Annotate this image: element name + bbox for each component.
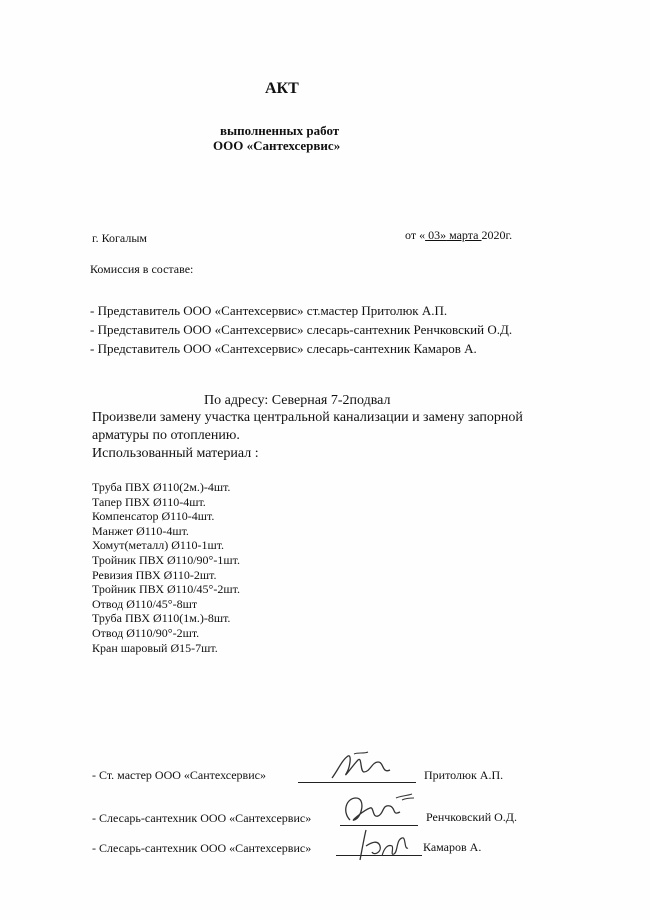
material-item: Тройник ПВХ Ø110/90°-1шт. xyxy=(92,552,240,567)
material-item: Труба ПВХ Ø110(2м.)-4шт. xyxy=(92,480,231,494)
date-year: 2020г. xyxy=(481,228,513,242)
handwritten-signature xyxy=(328,750,398,784)
document-title: АКТ xyxy=(265,80,299,97)
signature-role: - Слесарь-сантехник ООО «Сантехсервис» xyxy=(92,811,312,825)
handwritten-signature xyxy=(352,826,416,866)
work-address: По адресу: Северная 7-2подвал xyxy=(204,393,391,408)
material-item: Манжет Ø110-4шт. xyxy=(92,523,189,538)
material-item: Отвод Ø110/90°-2шт. xyxy=(92,625,200,640)
materials-list xyxy=(92,480,240,655)
commission-member: - Представитель ООО «Сантехсервис» ст.мастер Пpитолюк А.П. xyxy=(90,303,448,318)
signatory-name: Камаров А. xyxy=(423,840,482,854)
company-name: ООО «Сантехсервис» xyxy=(213,138,341,153)
material-item: Тройник ПВХ Ø110/45°-2шт. xyxy=(92,582,240,597)
signatory-name: Ренчковский О.Д. xyxy=(426,810,517,824)
materials-heading: Использованный материал : xyxy=(92,446,259,461)
material-item: Труба ПВХ Ø110(1м.)-8шт. xyxy=(92,611,231,626)
document-date xyxy=(405,228,512,243)
material-item: Тапер ПВХ Ø110-4шт. xyxy=(92,494,206,509)
date-day: 03» xyxy=(425,228,447,242)
material-item: Компенсатор Ø110-4шт. xyxy=(92,509,215,524)
commission-label: Комиссия в составе: xyxy=(90,262,194,276)
work-description-continued: арматуры по отоплению. xyxy=(92,428,240,443)
date-prefix: от « xyxy=(405,228,426,242)
material-item: Ревизия ПВХ Ø110-2шт. xyxy=(92,567,217,582)
signature-role: - Ст. мастер ООО «Сантехсервис» xyxy=(92,768,266,782)
commission-member: - Представитель ООО «Сантехсервис» слесарь-сантехник Ренчковский О.Д. xyxy=(90,322,513,337)
commission-member: - Представитель ООО «Сантехсервис» слесарь-сантехник Камаров А. xyxy=(90,341,477,356)
material-item: Хомут(металл) Ø110-1шт. xyxy=(92,538,225,553)
handwritten-signature xyxy=(340,790,420,828)
material-item: Отвод Ø110/45°-8шт xyxy=(92,596,198,611)
city: г. Когалым xyxy=(92,231,147,245)
document-subtitle: выполненных работ xyxy=(220,123,340,138)
signature-role: - Слесарь-сантехник ООО «Сантехсервис» xyxy=(92,841,312,855)
date-month: марта xyxy=(446,228,482,242)
signatory-name: Пpитолюк А.П. xyxy=(424,768,504,782)
material-item: Кран шаровый Ø15-7шт. xyxy=(92,640,218,655)
work-description: Произвели замену участка центральной канализации и замену запорной xyxy=(92,410,523,425)
